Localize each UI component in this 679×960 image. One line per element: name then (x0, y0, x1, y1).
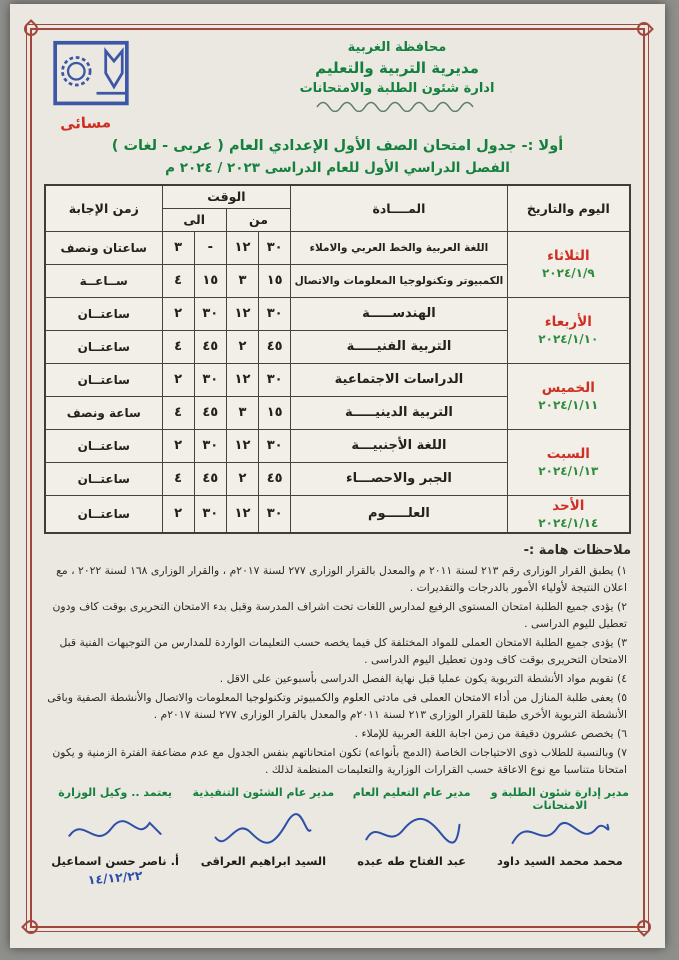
to-hours-cell: ٤ (162, 330, 194, 363)
handwritten-signature (501, 812, 619, 854)
subject-cell: العلـــــوم (291, 495, 507, 533)
from-hours-cell: ٢ (226, 462, 258, 495)
day-date-cell (507, 231, 630, 297)
header-day-date: اليوم والتاريخ (507, 185, 630, 231)
signature-block (341, 786, 483, 868)
duration-cell: ساعة ونصف (45, 396, 162, 429)
notes-title: ملاحظات هامة :- (523, 542, 631, 558)
frame-corner-ornament (21, 917, 41, 937)
document-title (44, 138, 631, 176)
to-hours-cell: ٣ (162, 231, 194, 264)
header-time: الوقت (162, 185, 291, 208)
subject-cell: التربية الفنيـــــة (291, 330, 507, 363)
handwritten-signature (56, 812, 174, 854)
notes-list (44, 562, 631, 779)
signature-title: مدير إدارة شئون الطلبة و الامتحانات (490, 786, 629, 813)
subject-cell: الدراسات الاجتماعية (291, 363, 507, 396)
to-hours-cell: ٤ (162, 462, 194, 495)
from-minutes-cell: ٣٠ (259, 231, 291, 264)
exam-date: ٢٠٢٤/١/١١ (538, 398, 599, 412)
from-minutes-cell: ٣٠ (259, 297, 291, 330)
to-hours-cell: ٢ (162, 297, 194, 330)
to-hours-cell: ٢ (162, 495, 194, 533)
subject-cell: اللغة الأجنبيـــة (291, 429, 507, 462)
from-minutes-cell: ٤٥ (259, 330, 291, 363)
handwritten-signature (353, 812, 471, 854)
to-minutes-cell: ٣٠ (194, 363, 226, 396)
to-minutes-cell: ٣٠ (194, 297, 226, 330)
to-hours-cell: ٢ (162, 429, 194, 462)
exam-date: ٢٠٢٤/١/١٣ (538, 464, 599, 478)
to-minutes-cell: - (194, 231, 226, 264)
day-date-cell (507, 363, 630, 429)
signature-name: عبد الفتاح طه عبده (357, 854, 467, 869)
signature-name: أ. ناصر حسن اسماعيل (51, 854, 179, 869)
to-minutes-cell: ٣٠ (194, 429, 226, 462)
from-minutes-cell: ٣٠ (259, 495, 291, 533)
exam-date: ٢٠٢٤/١/٩ (541, 266, 595, 280)
day-name: الخميس (541, 380, 595, 396)
eagle-gear-emblem-icon (52, 40, 130, 108)
frame-corner-ornament (634, 19, 654, 39)
signature-title: مدير عام التعليم العام (352, 786, 471, 800)
frame-corner-ornament (634, 917, 654, 937)
paper-background (10, 4, 665, 948)
from-hours-cell: ١٢ (226, 495, 258, 533)
to-hours-cell: ٤ (162, 396, 194, 429)
org-directorate: مديرية التربية والتعليم (315, 59, 479, 77)
from-minutes-cell: ٤٥ (259, 462, 291, 495)
org-administration: ادارة شئون الطلبة والامتحانات (299, 81, 495, 96)
org-governorate: محافظة الغربية (347, 40, 447, 55)
note-item: ٤) تقويم مواد الأنشطة التربوية يكون عمليا قبل نهاية الفصل الدراسى بأسبوعين على الاقل . (219, 671, 627, 685)
handwritten-signature (204, 812, 322, 854)
exam-date: ٢٠٢٤/١/١٤ (538, 515, 599, 530)
to-hours-cell: ٤ (162, 264, 194, 297)
day-date-cell (507, 495, 630, 533)
header-time-from: من (226, 208, 290, 231)
duration-cell: ساعتــان (45, 363, 162, 396)
handwritten-date: ١٤/١٢/٢٢ (87, 867, 144, 888)
title-line-1: أولا :- جدول امتحان الصف الأول الإعدادي العام ( عربى - لغات ) (111, 138, 564, 154)
duration-cell: ساعتان ونصف (45, 231, 162, 264)
exam-row (45, 231, 630, 264)
from-hours-cell: ٣ (226, 264, 258, 297)
from-hours-cell: ٣ (226, 396, 258, 429)
day-date-cell (507, 297, 630, 363)
signature-block (489, 786, 631, 868)
exam-row (45, 429, 630, 462)
from-hours-cell: ١٢ (226, 297, 258, 330)
to-minutes-cell: ٤٥ (194, 330, 226, 363)
signature-block (44, 786, 186, 888)
note-item: ٥) يعفى طلبة المنازل من أداء الامتحان العملى فى مادتى العلوم والكمبيوتر وتكنولوجيا المعلومات والاتصال والأنشطة الصفية وباقى الأنشطة التربوية الأخرى طبقا للقرار الوزارى ٢١٣ لسنة ٢٠١١م والمعدل بالقرار الوزارى ٢٧٧ لسنة ٢٠١٧م . (47, 690, 627, 721)
to-minutes-cell: ١٥ (194, 264, 226, 297)
from-hours-cell: ٢ (226, 330, 258, 363)
from-hours-cell: ١٢ (226, 429, 258, 462)
signature-block (192, 786, 334, 868)
day-name: الأحد (552, 497, 585, 514)
from-hours-cell: ١٢ (226, 231, 258, 264)
from-minutes-cell: ١٥ (259, 396, 291, 429)
subject-cell: الهندســـــة (291, 297, 507, 330)
governorate-emblem-logo (52, 40, 130, 108)
note-item: ٦) يخصص عشرون دقيقة من زمن اجابة اللغة العربية للإملاء . (354, 726, 627, 740)
signature-name: محمد محمد السيد داود (497, 854, 623, 869)
shift-label: مسائى (59, 113, 112, 133)
subject-cell: اللغة العربية والخط العربي والاملاء (291, 231, 507, 264)
subject-cell: الجبر والاحصـــاء (291, 462, 507, 495)
note-item: ١) يطبق القرار الوزارى رقم ٢١٣ لسنة ٢٠١١ م والمعدل بالقرار الوزارى ٢٧٧ لسنة ٢٠١٧م ، والقرار الوزارى ١٦٨ لسنة ٢٠٢٢ ، مع اعلان النتيجة لأولياء الأمور بالدرجات والتقديرات . (56, 563, 627, 594)
from-hours-cell: ١٢ (226, 363, 258, 396)
header-subject: المــــادة (291, 185, 507, 231)
signature-title: مدير عام الشئون التنفيذية (192, 786, 335, 800)
letterhead-text (227, 40, 567, 112)
flourish-ornament-icon (312, 100, 482, 112)
day-name: الثلاثاء (547, 248, 590, 264)
to-minutes-cell: ٤٥ (194, 462, 226, 495)
duration-cell: ساعتــان (45, 297, 162, 330)
header-time-to: الى (162, 208, 226, 231)
letterhead (44, 38, 631, 136)
exam-date: ٢٠٢٤/١/١٠ (538, 332, 599, 346)
day-date-cell (507, 429, 630, 495)
signatures-section (44, 786, 631, 888)
subject-cell: الكمبيوتر وتكنولوجيا المعلومات والاتصال (291, 264, 507, 297)
duration-cell: ساعتــان (45, 462, 162, 495)
from-minutes-cell: ١٥ (259, 264, 291, 297)
exam-row (45, 297, 630, 330)
document-content (44, 38, 631, 918)
duration-cell: ســاعــة (45, 264, 162, 297)
duration-cell: ساعتــان (45, 429, 162, 462)
notes-section (44, 543, 631, 779)
from-minutes-cell: ٣٠ (259, 363, 291, 396)
header-duration: زمن الإجابة (45, 185, 162, 231)
exam-row (45, 363, 630, 396)
subject-cell: التربية الدينيـــــة (291, 396, 507, 429)
title-line-2: الفصل الدراسي الأول للعام الدراسى ٢٠٢٣ / ٢٠٢٤ م (165, 160, 510, 176)
exam-row (45, 495, 630, 533)
exam-schedule-table (44, 184, 631, 534)
day-name: الأربعاء (544, 314, 592, 330)
decorative-frame (26, 24, 649, 932)
note-item: ٧) وبالنسبة للطلاب ذوى الاحتياجات الخاصة (الدمج بأنواعه) تكون امتحاناتهم بنفس الجدول مع عدم مضاعفة الفترة الزمنية و يكون امتحانا متناسبا مع نوع الاعاقة حسب القرارات الوزارية والتعليمات المنظمة لذلك . (52, 745, 627, 777)
frame-corner-ornament (21, 19, 41, 39)
to-hours-cell: ٢ (162, 363, 194, 396)
from-minutes-cell: ٣٠ (259, 429, 291, 462)
exam-table-body (45, 231, 630, 533)
signature-title: يعتمد .. وكيل الوزارة (58, 786, 172, 800)
duration-cell: ساعتــان (45, 330, 162, 363)
note-item: ٢) يؤدى جميع الطلبة امتحان المستوى الرفيع لمدارس اللغات تحت اشراف المدرسة وقبل بدء الامتحان التحريرى بوقت كاف ودون تعطيل لليوم الدراسى . (52, 599, 627, 630)
day-name: السبت (546, 446, 590, 462)
note-item: ٣) يؤدى جميع الطلبة الامتحان العملى للمواد المختلفة كل فيما يخصه حسب التعليمات الواردة للمدارس من التوجيهات الفنية قبل الامتحان التحريرى بوقت كاف ودون تعطيل اليوم الدراسى . (59, 635, 627, 666)
to-minutes-cell: ٤٥ (194, 396, 226, 429)
signature-name: السيد ابراهيم العراقى (200, 854, 327, 869)
to-minutes-cell: ٣٠ (194, 495, 226, 533)
decorative-frame-inner (30, 28, 645, 928)
duration-cell: ساعتــان (45, 495, 162, 533)
